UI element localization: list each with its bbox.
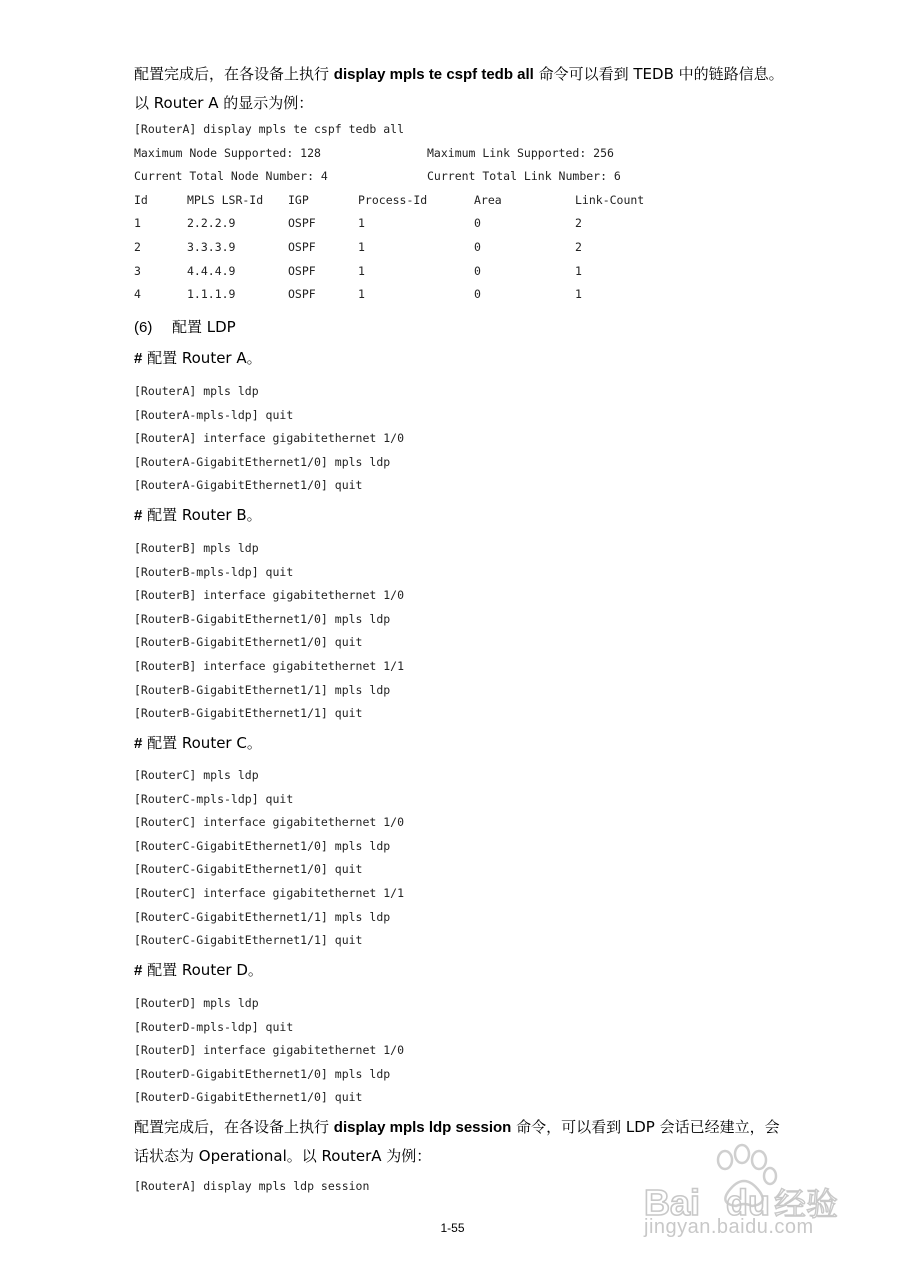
table-cell: 1	[575, 263, 582, 278]
page-number: 1-55	[440, 1221, 465, 1235]
code-line: [RouterC] interface gigabitethernet 1/1	[134, 885, 405, 900]
router-d-title: 配置 Router D。	[142, 961, 263, 979]
router-b-heading	[134, 505, 262, 526]
router-c-heading	[134, 733, 262, 754]
table-cell: 0	[474, 263, 481, 278]
tedb-header: IGP	[288, 192, 309, 207]
code-line: [RouterA-GigabitEthernet1/0] quit	[134, 478, 363, 493]
code-line: [RouterD] mpls ldp	[134, 996, 259, 1010]
code-line: [RouterB] interface gigabitethernet 1/1	[134, 658, 405, 673]
code-line: [RouterC-GigabitEthernet1/0] mpls ldp	[134, 838, 391, 853]
table-cell: 0	[474, 239, 481, 254]
outro-text: 配置完成后，在各设备上执行	[134, 1118, 334, 1136]
table-cell: 2	[134, 239, 141, 254]
table-cell: OSPF	[288, 263, 316, 278]
tedb-header: Area	[474, 192, 502, 207]
table-cell: 4.4.4.9	[187, 263, 236, 278]
table-cell: 0	[474, 216, 481, 231]
intro-paragraph	[134, 60, 834, 117]
intro-text: 配置完成后，在各设备上执行	[134, 65, 334, 83]
table-cell: 0	[474, 287, 481, 302]
tedb-prompt: [RouterA] display mpls te cspf tedb all	[134, 122, 405, 136]
tedb-cur-node: Current Total Node Number: 4	[134, 169, 328, 184]
code-line: [RouterA] mpls ldp	[134, 384, 259, 398]
code-line: [RouterB-GigabitEthernet1/0] mpls ldp	[134, 611, 391, 626]
table-cell: OSPF	[288, 239, 316, 254]
table-cell: 3.3.3.9	[187, 239, 236, 254]
router-d-heading	[134, 960, 263, 981]
code-line: [RouterA-GigabitEthernet1/0] mpls ldp	[134, 454, 391, 469]
router-c-title: 配置 Router C。	[142, 734, 262, 752]
intro-text-end: 命令可以看到 TEDB 中的链路信息。	[533, 65, 784, 83]
code-line: [RouterA] interface gigabitethernet 1/0	[134, 431, 405, 446]
intro-command: display mpls te cspf tedb all	[333, 66, 534, 83]
svg-text:du: du	[726, 1182, 770, 1223]
table-cell: 3	[134, 263, 141, 278]
tedb-header: Process-Id	[358, 192, 428, 207]
intro-line-2: 以 Router A 的显示为例：	[134, 94, 314, 112]
code-line: [RouterC] mpls ldp	[134, 768, 259, 782]
table-cell: 1	[358, 216, 365, 231]
router-d-commands	[134, 992, 404, 1110]
step-title: 配置 LDP	[172, 318, 236, 336]
code-line: [RouterB-mpls-ldp] quit	[134, 564, 294, 579]
code-line: [RouterA] display mpls ldp session	[134, 1179, 370, 1193]
tedb-header: MPLS LSR-Id	[187, 192, 264, 207]
code-line: [RouterC-GigabitEthernet1/0] quit	[134, 862, 363, 877]
outro-line-1	[134, 1113, 824, 1142]
step-heading	[134, 317, 236, 338]
router-b-title: 配置 Router B。	[142, 506, 262, 524]
table-cell: 2.2.2.9	[187, 216, 236, 231]
router-a-heading	[134, 348, 262, 369]
router-a-title: 配置 Router A。	[142, 349, 262, 367]
table-cell: 2	[575, 239, 582, 254]
svg-text:经验: 经验	[774, 1185, 839, 1223]
tedb-header: Id	[134, 192, 148, 207]
tedb-max-link: Maximum Link Supported: 256	[427, 145, 614, 160]
code-line: [RouterD-GigabitEthernet1/0] quit	[134, 1090, 363, 1105]
tedb-cur-link: Current Total Link Number: 6	[427, 169, 621, 184]
table-cell: 2	[575, 216, 582, 231]
router-b-commands	[134, 537, 404, 726]
outro-command: display mpls ldp session	[333, 1119, 512, 1136]
code-line: [RouterC] interface gigabitethernet 1/0	[134, 815, 405, 830]
code-line: [RouterC-mpls-ldp] quit	[134, 791, 294, 806]
table-cell: 1	[358, 287, 365, 302]
watermark-url: jingyan.baidu.com	[644, 1216, 814, 1238]
step-number: (6)	[134, 319, 153, 336]
table-cell: 1.1.1.9	[187, 287, 236, 302]
table-cell: 1	[358, 239, 365, 254]
hash-mark: #	[134, 507, 143, 524]
svg-text:Bai: Bai	[644, 1182, 701, 1223]
outro-text-end: 命令，可以看到 LDP 会话已经建立，会	[511, 1118, 780, 1136]
table-cell: 4	[134, 287, 141, 302]
table-cell: OSPF	[288, 287, 316, 302]
code-line: [RouterD] interface gigabitethernet 1/0	[134, 1043, 405, 1058]
intro-line-1	[134, 60, 834, 89]
tedb-header: Link-Count	[575, 192, 645, 207]
table-cell: 1	[358, 263, 365, 278]
code-line: [RouterC-GigabitEthernet1/1] mpls ldp	[134, 909, 391, 924]
table-cell: OSPF	[288, 216, 316, 231]
table-cell: 1	[575, 287, 582, 302]
code-line: [RouterD-GigabitEthernet1/0] mpls ldp	[134, 1066, 391, 1081]
code-line: [RouterB-GigabitEthernet1/1] mpls ldp	[134, 682, 391, 697]
code-line: [RouterB-GigabitEthernet1/1] quit	[134, 706, 363, 721]
router-a-commands	[134, 380, 404, 498]
code-line: [RouterB] interface gigabitethernet 1/0	[134, 588, 405, 603]
code-line: [RouterC-GigabitEthernet1/1] quit	[134, 933, 363, 948]
session-command	[134, 1175, 369, 1199]
table-cell: 1	[134, 216, 141, 231]
code-line: [RouterB] mpls ldp	[134, 541, 259, 555]
code-line: [RouterA-mpls-ldp] quit	[134, 407, 294, 422]
outro-line-2: 话状态为 Operational。以 RouterA 为例：	[134, 1147, 432, 1165]
tedb-max-node: Maximum Node Supported: 128	[134, 145, 321, 160]
hash-mark: #	[134, 962, 143, 979]
router-c-commands	[134, 764, 404, 953]
hash-mark: #	[134, 350, 143, 367]
hash-mark: #	[134, 735, 143, 752]
code-line: [RouterD-mpls-ldp] quit	[134, 1019, 294, 1034]
code-line: [RouterB-GigabitEthernet1/0] quit	[134, 635, 363, 650]
